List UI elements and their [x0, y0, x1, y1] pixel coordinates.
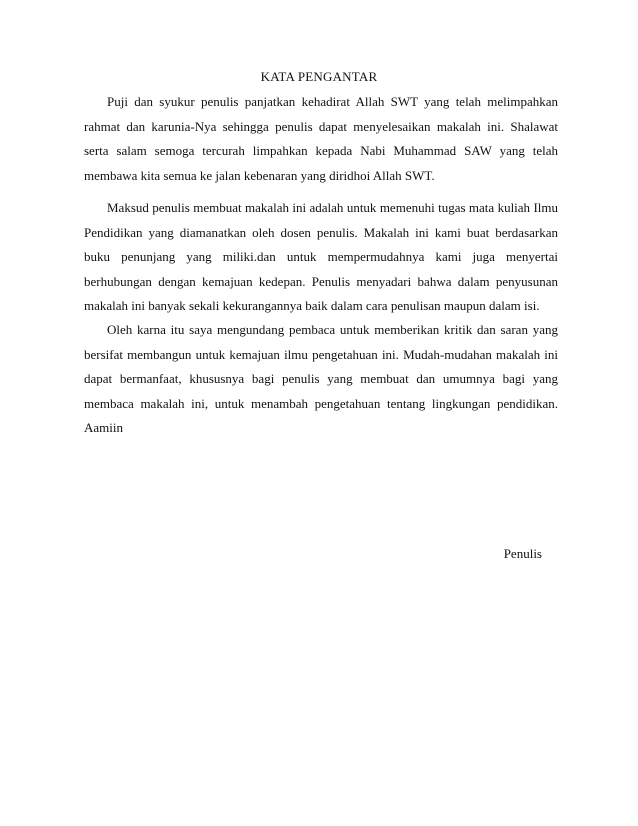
author-signature: Penulis	[503, 546, 542, 561]
paragraph-purpose: Maksud penulis membuat makalah ini adalah untuk memenuhi tugas mata kuliah Ilmu Pendidikan yang diamanatkan oleh dosen penulis. Makalah ini kami buat berdasarkan buku penunjang yang miliki.dan untuk mempermudahnya kami juga menyertai berhubungan dengan kemajuan kedepan. Penulis menyadari bahwa dalam penyusunan makalah ini banyak sekali kekurangannya baik dalam cara penulisan maupun dalam isi.	[84, 200, 558, 313]
paragraph-closing: Oleh karna itu saya mengundang pembaca untuk memberikan kritik dan saran yang bersifat membangun untuk kemajuan ilmu pengetahuan ini. Mudah-mudahan makalah ini dapat bermanfaat, khususnya bagi penulis yang membuat dan umumnya bagi yang membaca makalah ini, untuk menambah pengetahuan tentang lingkungan pendidikan. Aamiin	[84, 322, 558, 435]
paragraph-opening: Puji dan syukur penulis panjatkan kehadirat Allah SWT yang telah melimpahkan rahmat dan karunia-Nya sehingga penulis dapat menyelesaikan makalah ini. Shalawat serta salam semoga tercurah limpahkan kepada Nabi Muhammad SAW yang telah membawa kita semua ke jalan kebenaran yang diridhoi Allah SWT.	[84, 94, 558, 183]
page-title: KATA PENGANTAR	[260, 69, 378, 84]
